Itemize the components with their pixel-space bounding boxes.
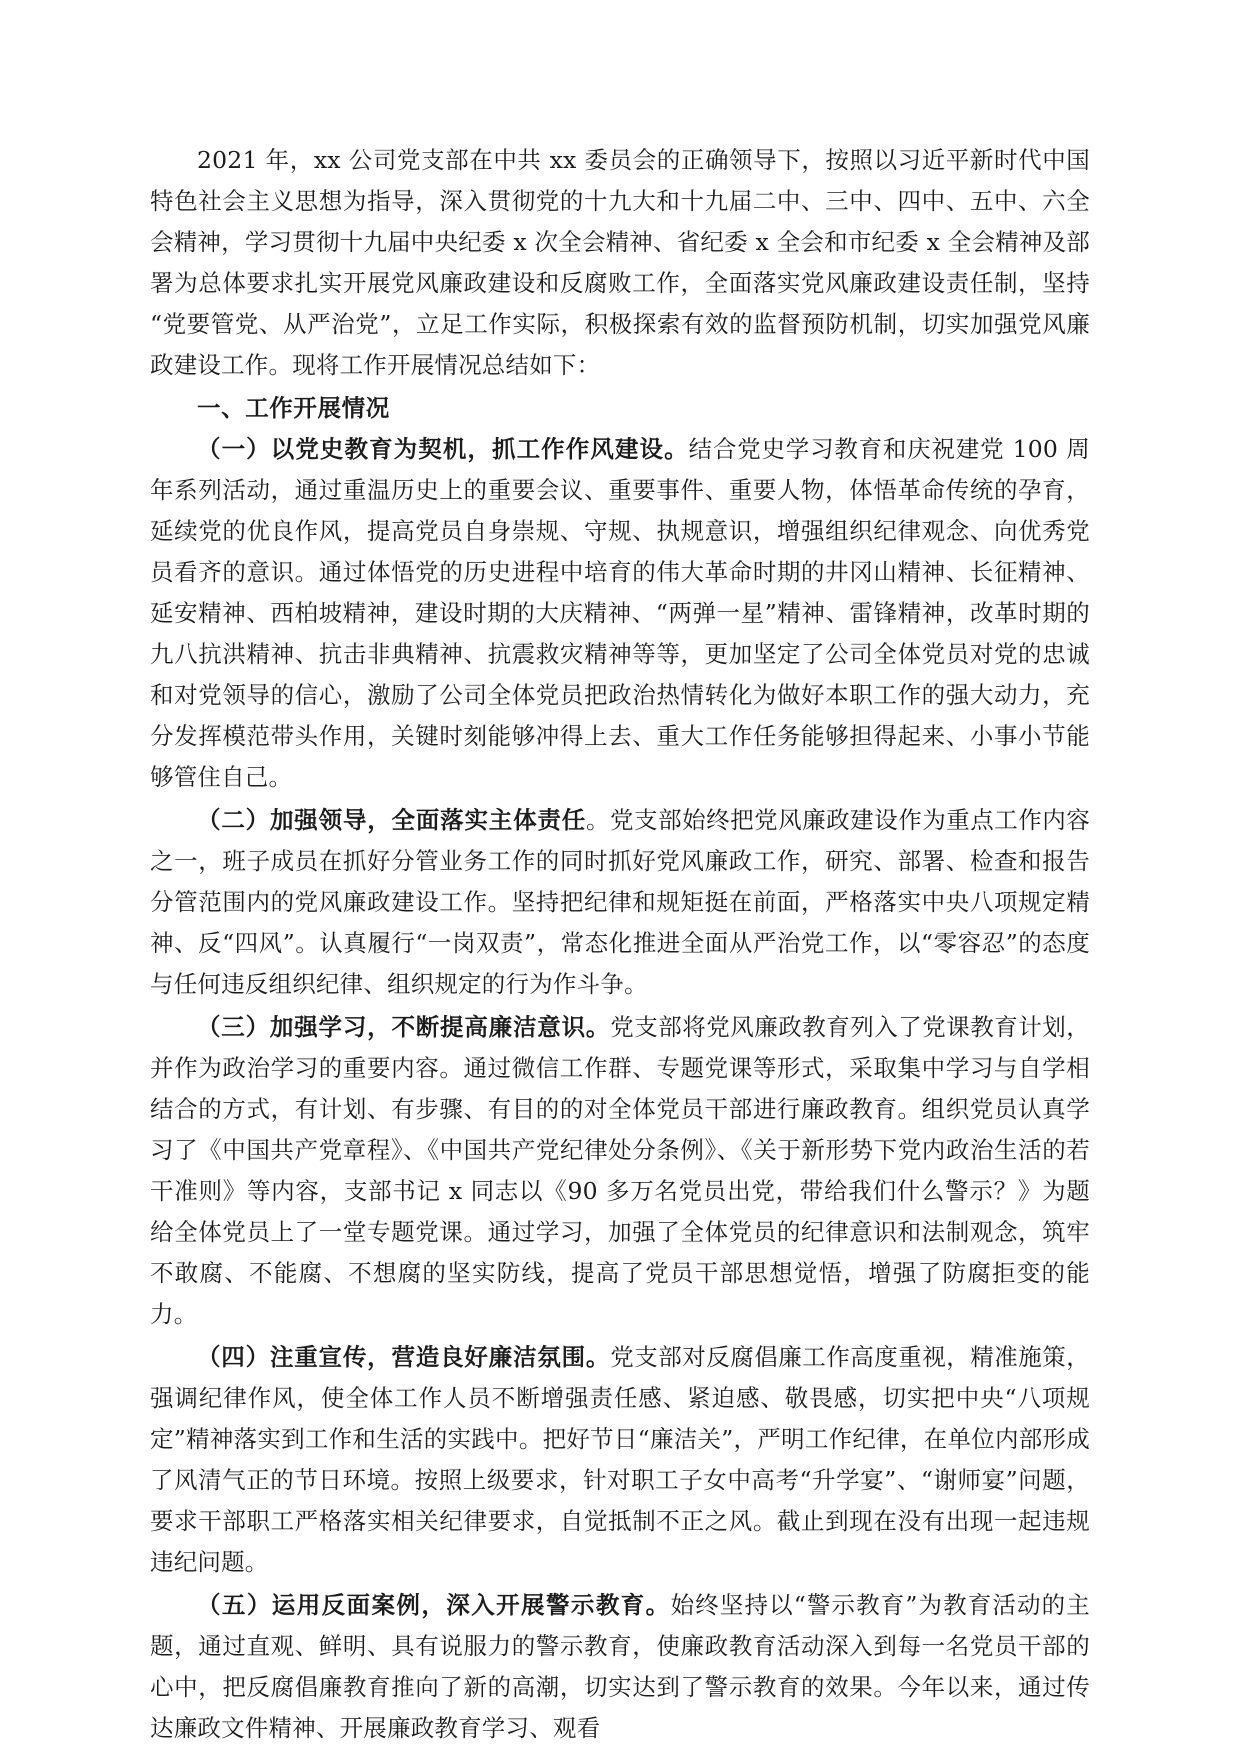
subsection-4-lead: （四）注重宣传，营造良好廉洁氛围。 [197,1343,611,1371]
document-body [150,140,1090,1749]
subsection-2-lead: （二）加强领导，全面落实主体责任 [197,806,587,834]
subsection-3-text: 党支部将党风廉政教育列入了党课教育计划，并作为政治学习的重要内容。通过微信工作群、专题党课等形式，采取集中学习与自学相结合的方式，有计划、有步骤、有目的的对全体党员干部进行廉政教育。组织党员认真学习了《中国共产党章程》、《中国共产党纪律处分条例》、《关于新形势下党内政治生活的若干准则》等内容，支部书记 x 同志以《90 多万名党员出党，带给我们什么警示？》为题给全体党员上了一堂专题党课。通过学习，加强了全体党员的纪律意识和法制观念，筑牢不敢腐、不能腐、不想腐的坚实防线，提高了党员干部思想觉悟，增强了防腐拒变的能力。 [150,1013,1091,1328]
section-heading-1: 一、工作开展情况 [197,394,390,422]
subsection-3 [150,1007,1090,1335]
subsection-1-text: 结合党史学习教育和庆祝建党 100 周年系列活动，通过重温历史上的重要会议、重要事件、重要人物，体悟革命传统的孕育，延续党的优良作风，提高党员自身崇规、守规、执规意识，增强组织纪律观念、向优秀党员看齐的意识。通过体悟党的历史进程中培育的伟大革命时期的井冈山精神、长征精神、延安精神、西柏坡精神，建设时期的大庆精神、“两弹一星”精神、雷锋精神，改革时期的九八抗洪精神、抗击非典精神、抗震救灾精神等等，更加坚定了公司全体党员对党的忠诚和对党领导的信心，激励了公司全体党员把政治热情转化为做好本职工作的强大动力，充分发挥模范带头作用，关键时刻能够冲得上去、重大工作任务能够担得起来、小事小节能够管住自己。 [150,435,1091,791]
subsection-5 [150,1585,1090,1749]
subsection-5-lead: （五）运用反面案例，深入开展警示教育。 [197,1591,671,1619]
intro-paragraph: 2021 年，xx 公司党支部在中共 xx 委员会的正确领导下，按照以习近平新时代中国特色社会主义思想为指导，深入贯彻党的十九大和十九届二中、三中、四中、五中、六全会精神，学习贯彻十九届中央纪委 x 次全会精神、省纪委 x 全会和市纪委 x 全会精神及部署为总体要求扎实开展党风廉政建设和反腐败工作，全面落实党风廉政建设责任制，坚持“党要管党、从严治党”，立足工作实际，积极探索有效的监督预防机制，切实加强党风廉政建设工作。现将工作开展情况总结如下： [150,146,1090,379]
subsection-2-text: 。党支部始终把党风廉政建设作为重点工作内容之一，班子成员在抓好分管业务工作的同时抓好党风廉政工作，研究、部署、检查和报告分管范围内的党风廉政建设工作。坚持把纪律和规矩挺在前面，严格落实中央八项规定精神、反“四风”。认真履行“一岗双责”，常态化推进全面从严治党工作，以“零容忍”的态度与任何违反组织纪律、组织规定的行为作斗争。 [150,806,1091,998]
subsection-5-text: 始终坚持以“警示教育”为教育活动的主题，通过直观、鲜明、具有说服力的警示教育，使廉政教育活动深入到每一名党员干部的心中，把反腐倡廉教育推向了新的高潮，切实达到了警示教育的效果。今年以来，通过传达廉政文件精神、开展廉政教育学习、观看 [150,1591,1090,1742]
subsection-4-text: 党支部对反腐倡廉工作高度重视，精准施策，强调纪律作风，使全体工作人员不断增强责任感、紧迫感、敬畏感，切实把中央“八项规定”精神落实到工作和生活的实践中。把好节日“廉洁关”，严明工作纪律，在单位内部形成了风清气正的节日环境。按照上级要求，针对职工子女中高考“升学宴”、“谢师宴”问题，要求干部职工严格落实相关纪律要求，自觉抵制不正之风。截止到现在没有出现一起违规违纪问题。 [150,1343,1091,1576]
subsection-2 [150,800,1090,1005]
subsection-4 [150,1337,1090,1583]
subsection-1 [150,429,1090,798]
subsection-3-lead: （三）加强学习，不断提高廉洁意识。 [197,1013,611,1041]
subsection-1-lead: （一）以党史教育为契机，抓工作作风建设。 [197,435,689,463]
